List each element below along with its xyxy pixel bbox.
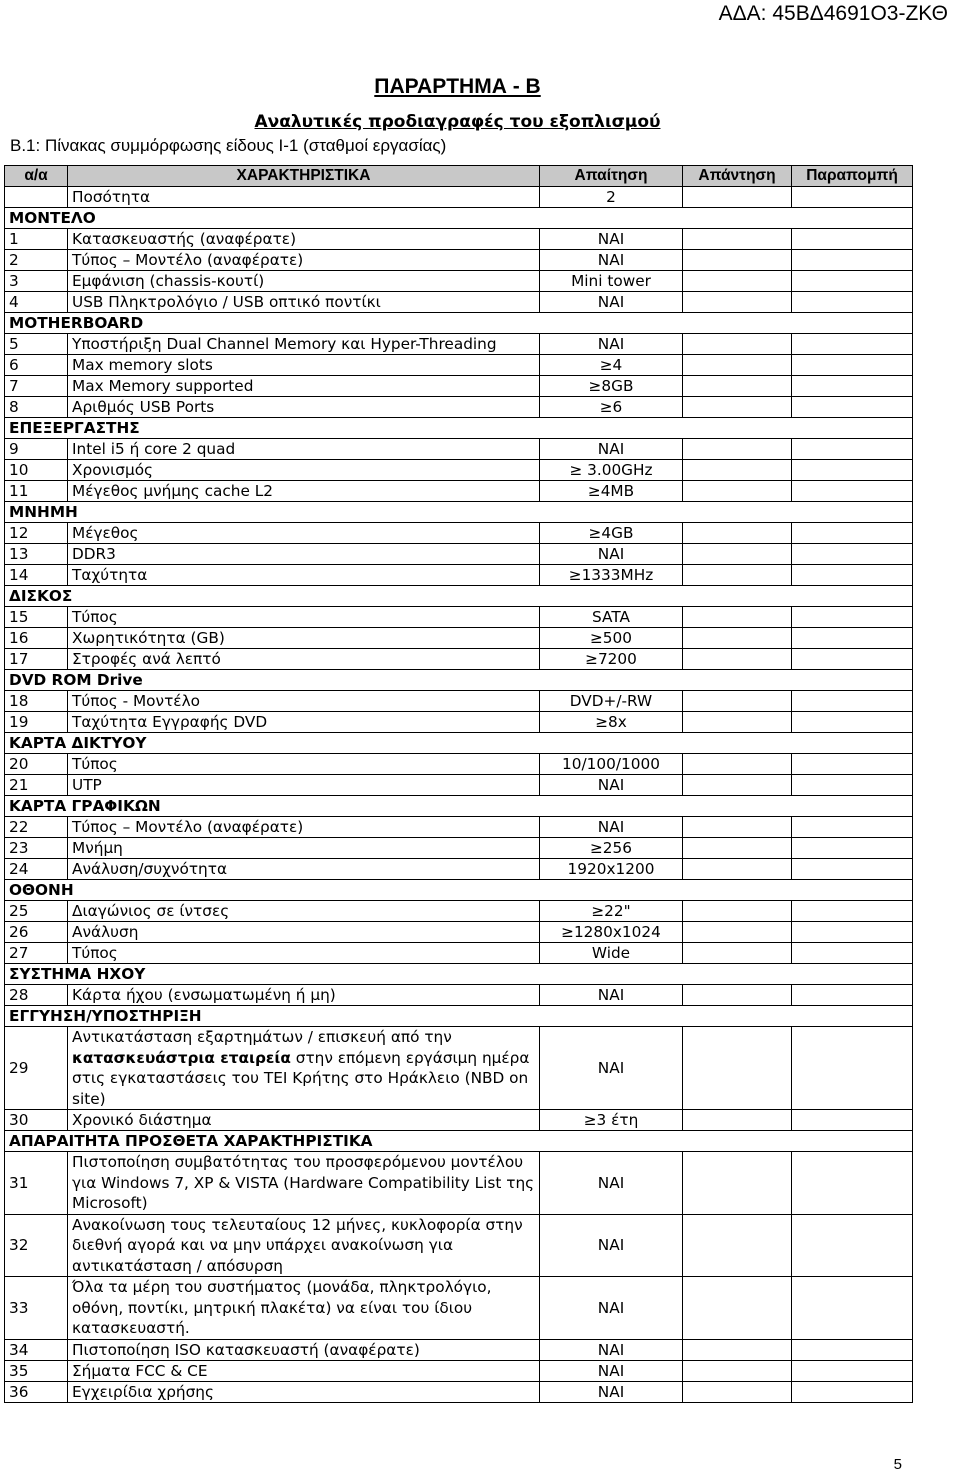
- row-description: Αριθμός USB Ports: [68, 397, 540, 418]
- row-description: Σήματα FCC & CE: [68, 1360, 540, 1381]
- table-row: [5, 754, 913, 775]
- row-requirement: ΝΑΙ: [540, 250, 683, 271]
- table-row: [5, 229, 913, 250]
- row-reference: [792, 481, 913, 502]
- row-response: [683, 691, 792, 712]
- row-reference: [792, 985, 913, 1006]
- row-number: 1: [5, 229, 68, 250]
- section-label: ΕΠΕΞΕΡΓΑΣΤΗΣ: [5, 418, 913, 439]
- row-number: 31: [5, 1152, 68, 1215]
- row-description: Intel i5 ή core 2 quad: [68, 439, 540, 460]
- row-reference: [792, 229, 913, 250]
- row-description: Τύπος: [68, 607, 540, 628]
- row-description: Ταχύτητα: [68, 565, 540, 586]
- row-requirement: ΝΑΙ: [540, 1214, 683, 1277]
- row-description: Κατασκευαστής (αναφέρατε): [68, 229, 540, 250]
- row-description: [68, 1152, 540, 1215]
- row-response: [683, 859, 792, 880]
- section-row: [5, 208, 913, 229]
- row-number: 7: [5, 376, 68, 397]
- table-header: [5, 166, 913, 187]
- table-row: [5, 271, 913, 292]
- row-requirement: 10/100/1000: [540, 754, 683, 775]
- description-text: Όλα τα μέρη του συστήματος (μονάδα, πληκτρολόγιο, οθόνη, ποντίκι, μητρική πλακέτα) να είναι του ίδιου κατασκευαστή.: [72, 1278, 492, 1337]
- row-number: 23: [5, 838, 68, 859]
- row-reference: [792, 460, 913, 481]
- row-response: [683, 271, 792, 292]
- row-number: 3: [5, 271, 68, 292]
- row-response: [683, 901, 792, 922]
- row-description: Υποστήριξη Dual Channel Memory και Hyper-Threading: [68, 334, 540, 355]
- table-body: [5, 187, 913, 1403]
- row-requirement: SATA: [540, 607, 683, 628]
- row-requirement: ≥7200: [540, 649, 683, 670]
- row-number: 18: [5, 691, 68, 712]
- row-number: 6: [5, 355, 68, 376]
- table-row: [5, 439, 913, 460]
- row-number: 11: [5, 481, 68, 502]
- row-requirement: ΝΑΙ: [540, 1360, 683, 1381]
- row-response: [683, 817, 792, 838]
- row-number: 35: [5, 1360, 68, 1381]
- row-reference: [792, 397, 913, 418]
- row-description: [68, 1277, 540, 1340]
- row-reference: [792, 376, 913, 397]
- table-row: [5, 565, 913, 586]
- section-label: ΜΟΝΤΕΛΟ: [5, 208, 913, 229]
- row-requirement: ΝΑΙ: [540, 775, 683, 796]
- row-requirement: ΝΑΙ: [540, 334, 683, 355]
- row-response: [683, 1277, 792, 1340]
- row-requirement: ≥4: [540, 355, 683, 376]
- table-row: [5, 355, 913, 376]
- col-header-requirement: Απαίτηση: [540, 166, 683, 187]
- row-number: 15: [5, 607, 68, 628]
- table-row: [5, 187, 913, 208]
- col-header-characteristics: ΧΑΡΑΚΤΗΡΙΣΤΙΚΑ: [68, 166, 540, 187]
- row-response: [683, 775, 792, 796]
- row-requirement: ≥6: [540, 397, 683, 418]
- section-row: [5, 964, 913, 985]
- row-response: [683, 1339, 792, 1360]
- row-response: [683, 754, 792, 775]
- description-text: Ανακοίνωση τους τελευταίους 12 μήνες, κυκλοφορία στην διεθνή αγορά και να μην υπάρχει ανακοίνωση για αντικατάσταση / απόσυρση: [72, 1215, 523, 1275]
- row-number: 26: [5, 922, 68, 943]
- row-description: Τύπος: [68, 943, 540, 964]
- table-row: [5, 838, 913, 859]
- row-number: 22: [5, 817, 68, 838]
- row-reference: [792, 292, 913, 313]
- row-response: [683, 943, 792, 964]
- row-description: UTP: [68, 775, 540, 796]
- table-row: [5, 250, 913, 271]
- row-number: 10: [5, 460, 68, 481]
- row-requirement: ΝΑΙ: [540, 817, 683, 838]
- col-header-aa: α/α: [5, 166, 68, 187]
- compliance-table: [4, 165, 913, 1403]
- row-description: Χρονισμός: [68, 460, 540, 481]
- row-response: [683, 628, 792, 649]
- table-row: [5, 649, 913, 670]
- row-description: Μέγεθος μνήμης cache L2: [68, 481, 540, 502]
- row-response: [683, 460, 792, 481]
- col-header-reference: Παραπομπή: [792, 166, 913, 187]
- row-description: Χωρητικότητα (GB): [68, 628, 540, 649]
- table-row: [5, 397, 913, 418]
- row-number: 2: [5, 250, 68, 271]
- table-row: [5, 481, 913, 502]
- description-text: Πιστοποίηση συμβατότητας του προσφερόμενου μοντέλου για Windows 7, XP & VISTA (Hardware Compatibility List της Microsoft): [72, 1153, 535, 1212]
- table-row: [5, 775, 913, 796]
- row-description: Ανάλυση/συχνότητα: [68, 859, 540, 880]
- table-row: [5, 1277, 913, 1340]
- row-description: Τύπος - Μοντέλο: [68, 691, 540, 712]
- row-number: 4: [5, 292, 68, 313]
- row-requirement: ΝΑΙ: [540, 985, 683, 1006]
- row-response: [683, 439, 792, 460]
- row-response: [683, 1214, 792, 1277]
- row-reference: [792, 439, 913, 460]
- row-requirement: ≥4MB: [540, 481, 683, 502]
- row-reference: [792, 691, 913, 712]
- row-response: [683, 544, 792, 565]
- row-requirement: ≥ 3.00GHz: [540, 460, 683, 481]
- row-number: 32: [5, 1214, 68, 1277]
- row-reference: [792, 838, 913, 859]
- row-description: Τύπος – Μοντέλο (αναφέρατε): [68, 817, 540, 838]
- row-requirement: ≥4GB: [540, 523, 683, 544]
- row-number: 13: [5, 544, 68, 565]
- table-row: [5, 859, 913, 880]
- row-requirement: ΝΑΙ: [540, 1339, 683, 1360]
- row-description: Max Memory supported: [68, 376, 540, 397]
- row-response: [683, 397, 792, 418]
- description-emphasis: κατασκευάστρια εταιρεία: [72, 1048, 291, 1067]
- table-row: [5, 1339, 913, 1360]
- table-row: [5, 691, 913, 712]
- section-row: [5, 418, 913, 439]
- row-reference: [792, 334, 913, 355]
- section-row: [5, 313, 913, 334]
- row-requirement: 2: [540, 187, 683, 208]
- section-row: [5, 733, 913, 754]
- ada-code: ΑΔΑ: 45ΒΔ4691Ο3-ΖΚΘ: [718, 2, 948, 25]
- row-description: Τύπος – Μοντέλο (αναφέρατε): [68, 250, 540, 271]
- row-response: [683, 481, 792, 502]
- section-row: [5, 502, 913, 523]
- table-row: [5, 1110, 913, 1131]
- row-reference: [792, 775, 913, 796]
- row-response: [683, 376, 792, 397]
- row-response: [683, 607, 792, 628]
- row-reference: [792, 271, 913, 292]
- section-row: [5, 1131, 913, 1152]
- row-reference: [792, 859, 913, 880]
- row-requirement: Mini tower: [540, 271, 683, 292]
- row-reference: [792, 943, 913, 964]
- row-reference: [792, 1110, 913, 1131]
- row-description: Κάρτα ήχου (ενσωματωμένη ή μη): [68, 985, 540, 1006]
- row-number: 29: [5, 1027, 68, 1110]
- table-row: [5, 1381, 913, 1402]
- description-text: στην επόμενη εργάσιμη ημέρα στις εγκαταστάσεις του ΤΕΙ Κρήτης στο Ηράκλειο (NBD on site): [72, 1048, 530, 1108]
- row-response: [683, 1110, 792, 1131]
- row-requirement: ΝΑΙ: [540, 1152, 683, 1215]
- row-reference: [792, 187, 913, 208]
- row-reference: [792, 712, 913, 733]
- row-requirement: ΝΑΙ: [540, 1277, 683, 1340]
- row-reference: [792, 607, 913, 628]
- row-number: 28: [5, 985, 68, 1006]
- row-reference: [792, 544, 913, 565]
- row-description: [68, 1214, 540, 1277]
- row-response: [683, 229, 792, 250]
- row-reference: [792, 754, 913, 775]
- row-requirement: ≥22": [540, 901, 683, 922]
- row-response: [683, 1381, 792, 1402]
- section-row: [5, 1006, 913, 1027]
- row-number: 30: [5, 1110, 68, 1131]
- section-label: ΚΑΡΤΑ ΔΙΚΤΥΟΥ: [5, 733, 913, 754]
- row-description: Στροφές ανά λεπτό: [68, 649, 540, 670]
- row-response: [683, 250, 792, 271]
- row-reference: [792, 250, 913, 271]
- row-reference: [792, 1152, 913, 1215]
- row-description: USB Πληκτρολόγιο / USB οπτικό ποντίκι: [68, 292, 540, 313]
- row-response: [683, 1360, 792, 1381]
- row-description: Πιστοποίηση ISO κατασκευαστή (αναφέρατε): [68, 1339, 540, 1360]
- row-requirement: ≥1333MHz: [540, 565, 683, 586]
- table-row: [5, 943, 913, 964]
- page-number: 5: [893, 1456, 902, 1473]
- row-number: [5, 187, 68, 208]
- row-reference: [792, 817, 913, 838]
- row-description: Μνήμη: [68, 838, 540, 859]
- row-description: Μέγεθος: [68, 523, 540, 544]
- row-number: 9: [5, 439, 68, 460]
- row-requirement: DVD+/-RW: [540, 691, 683, 712]
- section-caption: Β.1: Πίνακας συμμόρφωσης είδους Ι-1 (σταθμοί εργασίας): [10, 136, 447, 155]
- section-label: ΣΥΣΤΗΜΑ ΗΧΟΥ: [5, 964, 913, 985]
- section-row: [5, 880, 913, 901]
- table-row: [5, 901, 913, 922]
- row-number: 33: [5, 1277, 68, 1340]
- table-row: [5, 712, 913, 733]
- row-reference: [792, 523, 913, 544]
- row-response: [683, 292, 792, 313]
- row-reference: [792, 649, 913, 670]
- table-row: [5, 544, 913, 565]
- table-row: [5, 292, 913, 313]
- row-number: 27: [5, 943, 68, 964]
- section-row: [5, 586, 913, 607]
- row-description: Χρονικό διάστημα: [68, 1110, 540, 1131]
- row-number: 14: [5, 565, 68, 586]
- section-label: ΔΙΣΚΟΣ: [5, 586, 913, 607]
- section-label: MOTHERBOARD: [5, 313, 913, 334]
- section-label: ΑΠΑΡΑΙΤΗΤΑ ΠΡΟΣΘΕΤΑ ΧΑΡΑΚΤΗΡΙΣΤΙΚΑ: [5, 1131, 913, 1152]
- section-label: ΚΑΡΤΑ ΓΡΑΦΙΚΩΝ: [5, 796, 913, 817]
- table-row: [5, 376, 913, 397]
- col-header-response: Απάντηση: [683, 166, 792, 187]
- row-requirement: ≥3 έτη: [540, 1110, 683, 1131]
- row-number: 17: [5, 649, 68, 670]
- row-response: [683, 922, 792, 943]
- row-reference: [792, 1339, 913, 1360]
- table-row: [5, 607, 913, 628]
- row-number: 5: [5, 334, 68, 355]
- row-description: DDR3: [68, 544, 540, 565]
- row-requirement: ≥8x: [540, 712, 683, 733]
- table-row: [5, 922, 913, 943]
- row-number: 19: [5, 712, 68, 733]
- row-number: 21: [5, 775, 68, 796]
- table-row: [5, 460, 913, 481]
- row-description: Ποσότητα: [68, 187, 540, 208]
- row-response: [683, 187, 792, 208]
- row-requirement: Wide: [540, 943, 683, 964]
- row-description: Εγχειρίδια χρήσης: [68, 1381, 540, 1402]
- row-reference: [792, 628, 913, 649]
- table-row: [5, 985, 913, 1006]
- section-label: ΟΘΟΝΗ: [5, 880, 913, 901]
- row-description: Διαγώνιος σε ίντσες: [68, 901, 540, 922]
- row-reference: [792, 1027, 913, 1110]
- row-reference: [792, 355, 913, 376]
- table-row: [5, 628, 913, 649]
- row-requirement: ≥1280x1024: [540, 922, 683, 943]
- row-description: [68, 1027, 540, 1110]
- row-description: Ανάλυση: [68, 922, 540, 943]
- row-requirement: ΝΑΙ: [540, 1027, 683, 1110]
- row-number: 16: [5, 628, 68, 649]
- row-requirement: ≥256: [540, 838, 683, 859]
- row-response: [683, 523, 792, 544]
- row-requirement: ΝΑΙ: [540, 544, 683, 565]
- row-requirement: 1920x1200: [540, 859, 683, 880]
- row-response: [683, 712, 792, 733]
- row-description: Ταχύτητα Εγγραφής DVD: [68, 712, 540, 733]
- table-row: [5, 1152, 913, 1215]
- row-number: 20: [5, 754, 68, 775]
- description-text: Αντικατάσταση εξαρτημάτων / επισκευή από την: [72, 1028, 452, 1046]
- table-row: [5, 1027, 913, 1110]
- row-reference: [792, 1214, 913, 1277]
- table-row: [5, 1214, 913, 1277]
- row-description: Max memory slots: [68, 355, 540, 376]
- row-response: [683, 565, 792, 586]
- section-row: [5, 670, 913, 691]
- row-reference: [792, 565, 913, 586]
- row-requirement: ≥8GB: [540, 376, 683, 397]
- row-number: 36: [5, 1381, 68, 1402]
- row-requirement: ΝΑΙ: [540, 439, 683, 460]
- section-row: [5, 796, 913, 817]
- section-label: ΕΓΓΥΗΣΗ/ΥΠΟΣΤΗΡΙΞΗ: [5, 1006, 913, 1027]
- row-requirement: ΝΑΙ: [540, 1381, 683, 1402]
- section-label: DVD ROM Drive: [5, 670, 913, 691]
- table-row: [5, 523, 913, 544]
- row-requirement: ΝΑΙ: [540, 229, 683, 250]
- row-reference: [792, 1381, 913, 1402]
- row-description: Εμφάνιση (chassis-κουτί): [68, 271, 540, 292]
- row-number: 24: [5, 859, 68, 880]
- table-row: [5, 817, 913, 838]
- row-reference: [792, 922, 913, 943]
- row-number: 12: [5, 523, 68, 544]
- header-row: [5, 166, 913, 187]
- row-reference: [792, 901, 913, 922]
- row-response: [683, 649, 792, 670]
- row-response: [683, 985, 792, 1006]
- row-reference: [792, 1360, 913, 1381]
- row-reference: [792, 1277, 913, 1340]
- row-requirement: ΝΑΙ: [540, 292, 683, 313]
- row-response: [683, 1027, 792, 1110]
- row-response: [683, 334, 792, 355]
- table-row: [5, 334, 913, 355]
- row-response: [683, 1152, 792, 1215]
- section-label: ΜΝΗΜΗ: [5, 502, 913, 523]
- row-description: Τύπος: [68, 754, 540, 775]
- table-row: [5, 1360, 913, 1381]
- row-requirement: ≥500: [540, 628, 683, 649]
- page-subtitle: Αναλυτικές προδιαγραφές του εξοπλισμού: [254, 112, 661, 132]
- row-number: 25: [5, 901, 68, 922]
- row-number: 8: [5, 397, 68, 418]
- row-response: [683, 355, 792, 376]
- row-number: 34: [5, 1339, 68, 1360]
- row-response: [683, 838, 792, 859]
- page-title: ΠΑΡΑΡΤΗΜΑ - Β: [374, 75, 541, 98]
